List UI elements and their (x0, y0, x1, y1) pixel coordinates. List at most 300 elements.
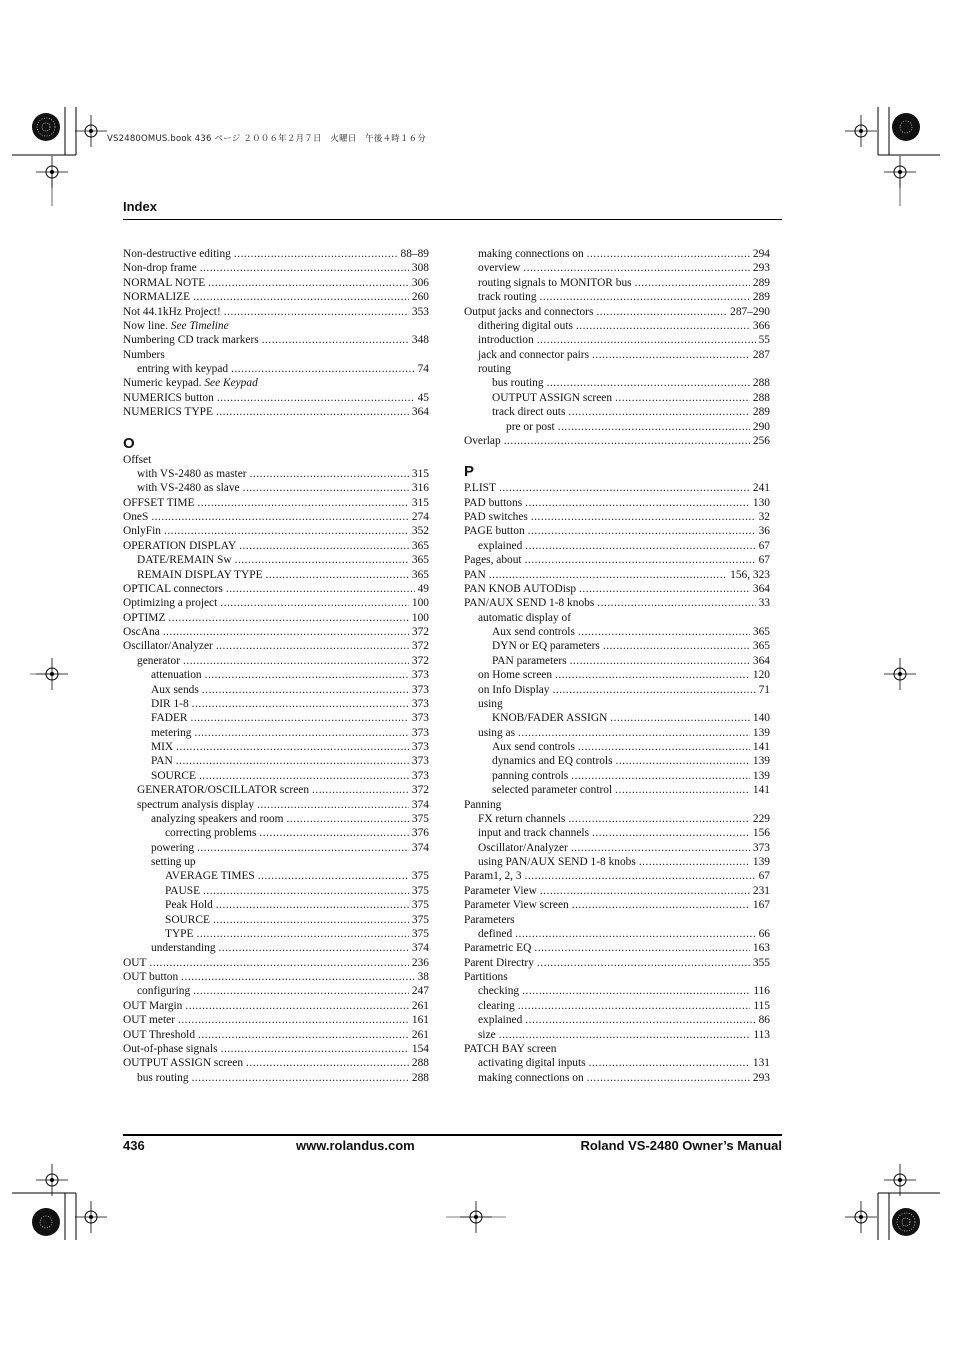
page-reference[interactable]: 261 (411, 1028, 429, 1041)
page-reference[interactable]: 113 (753, 1028, 770, 1041)
page-reference[interactable]: 163 (752, 942, 770, 955)
index-entry (464, 798, 770, 812)
dot-leader (504, 434, 750, 448)
index-term-text: Numbering CD track markers (123, 334, 259, 347)
dot-leader (547, 376, 750, 390)
index-entry (123, 726, 429, 740)
index-entry (464, 740, 770, 754)
index-term-text: on Info Display (478, 683, 550, 696)
page-reference[interactable]: 288 (752, 377, 770, 390)
index-entry (123, 467, 429, 481)
index-entry (123, 362, 429, 376)
cross-reference[interactable]: See Timeline (170, 319, 229, 332)
index-term-text: NORMALIZE (123, 291, 191, 304)
index-entry (123, 496, 429, 510)
dot-leader (259, 826, 408, 840)
dot-leader (168, 611, 409, 625)
page-reference[interactable]: 115 (753, 999, 770, 1012)
index-entry (123, 999, 429, 1013)
index-term (151, 683, 199, 697)
page-reference[interactable]: 260 (411, 291, 429, 304)
index-term (151, 726, 192, 740)
index-term (151, 812, 284, 826)
index-term-text: analyzing speakers and room (151, 812, 284, 825)
index-term (137, 553, 232, 567)
page-reference[interactable]: 161 (411, 1014, 429, 1027)
index-entry (464, 319, 770, 333)
page-reference[interactable]: 373 (411, 712, 429, 725)
page-reference[interactable]: 365 (411, 568, 429, 581)
index-term-text: MIX (151, 741, 174, 753)
page-reference[interactable]: 373 (752, 841, 770, 854)
registration-cross (75, 1201, 107, 1233)
page-reference[interactable]: 139 (752, 769, 770, 782)
index-term (478, 999, 515, 1013)
dot-leader (589, 1056, 750, 1070)
page-reference[interactable]: 139 (752, 856, 770, 868)
page-reference[interactable]: 45 (417, 391, 429, 404)
index-entry (123, 826, 429, 840)
page-reference[interactable]: 315 (411, 467, 429, 480)
index-term (123, 539, 236, 553)
page-reference[interactable]: 293 (752, 1071, 770, 1084)
index-term-text: activating digital inputs (478, 1057, 586, 1070)
page-reference[interactable]: 289 (752, 291, 770, 304)
index-term-text: PATCH BAY screen (464, 1042, 557, 1055)
index-entry (464, 510, 770, 524)
index-term (151, 754, 173, 768)
dot-leader (578, 625, 750, 639)
index-entry (464, 376, 770, 390)
page-reference[interactable]: 364 (752, 654, 770, 667)
page-reference[interactable]: 130 (752, 496, 770, 509)
index-term-text: Parameter View (464, 884, 537, 897)
index-term (151, 711, 188, 725)
dot-leader (193, 984, 409, 998)
page-reference[interactable]: 289 (752, 406, 770, 419)
index-term-text: pre or post (506, 420, 555, 433)
dot-leader (181, 970, 414, 984)
page-reference[interactable]: 66 (758, 927, 770, 940)
dot-leader (515, 927, 755, 941)
page-reference[interactable]: 256 (752, 434, 770, 447)
index-entry (123, 305, 429, 319)
dot-leader (191, 711, 409, 725)
page-reference[interactable]: 241 (752, 482, 770, 495)
index-term-text: PAD switches (464, 511, 528, 523)
index-term (151, 740, 173, 754)
index-term (123, 956, 146, 970)
page-reference[interactable]: 364 (752, 582, 770, 595)
index-term-text: using PAN/AUX SEND 1-8 knobs (478, 856, 636, 868)
dot-leader (312, 783, 409, 797)
page-reference[interactable]: 376 (411, 827, 429, 840)
index-term (478, 319, 573, 333)
page-reference[interactable]: 294 (752, 248, 770, 260)
index-term-text: size (478, 1028, 496, 1041)
index-term-text: OUT Margin (123, 999, 183, 1012)
page-reference[interactable]: 100 (411, 611, 429, 624)
page-reference[interactable]: 154 (411, 1042, 429, 1055)
index-entry (464, 726, 770, 740)
page-reference[interactable]: 236 (411, 956, 429, 969)
index-term-text: explained (478, 1014, 523, 1027)
page-reference[interactable]: 116 (753, 985, 770, 998)
index-entry (123, 611, 429, 625)
index-term-text: Partitions (464, 971, 508, 983)
dot-leader (534, 941, 750, 955)
dot-leader (578, 740, 750, 754)
page-reference[interactable]: 365 (411, 554, 429, 567)
page-reference[interactable]: 131 (752, 1057, 770, 1070)
index-term (123, 453, 151, 467)
index-term-text: Pages, about (464, 554, 522, 567)
page-reference[interactable]: 288 (752, 391, 770, 404)
index-term-text: FADER (151, 712, 188, 725)
dot-leader (597, 596, 755, 610)
page-reference[interactable]: 36 (758, 525, 770, 538)
index-entry (464, 261, 770, 275)
index-term-text: bus routing (492, 377, 544, 390)
page-reference[interactable]: 261 (411, 999, 429, 1012)
index-entry (464, 276, 770, 290)
index-term-text: OUTPUT ASSIGN screen (492, 391, 613, 404)
index-term (123, 247, 231, 261)
index-entry (123, 348, 429, 362)
index-entry (464, 553, 770, 567)
index-entry (123, 510, 429, 524)
index-term (123, 333, 259, 347)
index-term-text: Numeric keypad. (123, 377, 202, 390)
page-reference[interactable]: 373 (411, 669, 429, 682)
dot-leader (616, 754, 750, 768)
page-reference[interactable]: 374 (411, 798, 429, 811)
page-reference[interactable]: 375 (411, 812, 429, 825)
index-entry (464, 826, 770, 840)
page-reference[interactable]: 375 (411, 884, 429, 897)
page-reference[interactable]: 120 (752, 669, 770, 682)
dot-leader (176, 754, 409, 768)
index-term-text: OUT meter (123, 1014, 175, 1027)
page-reference[interactable]: 71 (758, 683, 770, 696)
dot-leader (540, 884, 750, 898)
index-term (123, 496, 194, 510)
index-entry (464, 654, 770, 668)
page-reference[interactable]: 373 (411, 683, 429, 696)
page-reference[interactable]: 32 (758, 511, 770, 523)
index-term (165, 927, 193, 941)
page-reference[interactable]: 167 (752, 899, 770, 912)
dot-leader (570, 654, 750, 668)
page-reference[interactable]: 372 (411, 626, 429, 638)
dot-leader (262, 333, 409, 347)
page-reference[interactable]: 290 (752, 420, 770, 433)
index-entry (464, 697, 770, 711)
index-term (478, 348, 589, 362)
index-term (464, 524, 525, 538)
page-reference[interactable]: 287 (752, 348, 770, 361)
index-term-text: using (478, 697, 503, 710)
index-entry (123, 481, 429, 495)
page-reference[interactable]: 274 (411, 511, 429, 523)
index-term (464, 941, 531, 955)
index-term (165, 826, 256, 840)
manual-title: Roland VS-2480 Owner’s Manual (580, 1138, 782, 1153)
dot-leader (151, 510, 409, 524)
index-entry (464, 481, 770, 495)
header-rule (123, 219, 782, 220)
page-reference[interactable]: 348 (411, 334, 429, 347)
dot-leader (221, 1042, 409, 1056)
index-entry (464, 999, 770, 1013)
index-term-text: Non-drop frame (123, 262, 197, 275)
dot-leader (202, 683, 409, 697)
website-link[interactable]: www.rolandus.com (296, 1138, 415, 1153)
page-reference[interactable]: 374 (411, 841, 429, 854)
page-reference[interactable]: 67 (758, 539, 770, 552)
page-reference[interactable]: 375 (411, 870, 429, 883)
index-term (165, 884, 200, 898)
index-term-text: routing signals to MONITOR bus (478, 276, 632, 289)
page-reference[interactable]: 375 (411, 927, 429, 940)
index-term-text: jack and connector pairs (478, 348, 590, 361)
page-reference[interactable]: 308 (411, 262, 429, 275)
index-entry (123, 956, 429, 970)
page-reference[interactable]: 100 (411, 597, 429, 610)
page-reference[interactable]: 288 (411, 1071, 429, 1084)
index-term (123, 510, 148, 524)
index-entry (123, 941, 429, 955)
page-reference[interactable]: 372 (411, 654, 429, 667)
index-term (123, 276, 205, 290)
index-term (151, 841, 194, 855)
index-entry (464, 247, 770, 261)
index-entry (123, 855, 429, 869)
index-term-text: DATE/REMAIN Sw (137, 554, 232, 567)
index-term-text: PAD buttons (464, 496, 523, 509)
page-reference[interactable]: 372 (411, 784, 429, 797)
dot-leader (266, 568, 409, 582)
index-entry (123, 754, 429, 768)
index-entry (123, 970, 429, 984)
page-reference[interactable]: 316 (411, 482, 429, 495)
dot-leader (571, 841, 750, 855)
page-reference[interactable]: 375 (411, 899, 429, 912)
index-entry (123, 711, 429, 725)
page-reference[interactable]: 372 (411, 640, 429, 653)
index-entry (123, 683, 429, 697)
page-reference[interactable]: 33 (758, 597, 770, 610)
page-reference[interactable]: 55 (758, 334, 770, 347)
dot-leader (555, 668, 750, 682)
page-reference[interactable]: 355 (752, 956, 770, 969)
index-entry (123, 625, 429, 639)
index-term-text: Oscillator/Analyzer (123, 640, 213, 653)
registration-cross (884, 1164, 916, 1196)
dot-leader (518, 999, 751, 1013)
dot-leader (522, 984, 750, 998)
index-entry (123, 247, 429, 261)
page-reference[interactable]: 86 (758, 1014, 770, 1027)
index-term-text: Numbers (123, 348, 165, 361)
index-entry (123, 639, 429, 653)
dot-leader (224, 305, 409, 319)
page-reference[interactable]: 141 (752, 741, 770, 753)
index-entry (123, 740, 429, 754)
index-term (123, 1013, 175, 1027)
index-term (464, 305, 593, 319)
dot-leader (639, 855, 750, 869)
index-term (492, 391, 612, 405)
index-term (464, 481, 496, 495)
page-reference[interactable]: 156, 323 (730, 568, 770, 581)
index-entry (464, 668, 770, 682)
index-term (137, 481, 240, 495)
page-reference[interactable]: 306 (411, 276, 429, 289)
page-reference[interactable]: 49 (417, 582, 429, 595)
index-term (123, 305, 221, 319)
index-entry (123, 261, 429, 275)
page-reference[interactable]: 373 (411, 755, 429, 768)
page-reference[interactable]: 352 (411, 525, 429, 538)
index-entry (464, 420, 770, 434)
page-reference[interactable]: 288 (411, 1057, 429, 1070)
index-term (478, 927, 512, 941)
index-entry (123, 596, 429, 610)
dot-leader (243, 481, 409, 495)
index-term (464, 913, 515, 927)
index-term (492, 639, 600, 653)
dot-leader (183, 654, 409, 668)
page-reference[interactable]: 293 (752, 262, 770, 275)
index-term-text: GENERATOR/OSCILLATOR screen (137, 784, 310, 797)
dot-leader (537, 956, 750, 970)
index-term-text: PAN (151, 755, 173, 768)
page-reference[interactable]: 88–89 (400, 248, 429, 260)
page-reference[interactable]: 365 (752, 626, 770, 638)
page-reference[interactable]: 67 (758, 870, 770, 883)
cross-reference[interactable]: See Keypad (204, 377, 258, 390)
index-term-text: using as (478, 726, 516, 739)
page-reference[interactable]: 287–290 (730, 305, 770, 318)
index-term-text: PAN (464, 568, 486, 581)
index-entry (464, 582, 770, 596)
dot-leader (192, 697, 409, 711)
dot-leader (216, 405, 409, 419)
index-entry (464, 783, 770, 797)
dot-leader (239, 539, 409, 553)
index-entry (464, 956, 770, 970)
index-term (492, 754, 613, 768)
dot-leader (149, 956, 408, 970)
page-reference[interactable]: 373 (411, 769, 429, 782)
page-reference[interactable]: 38 (417, 971, 429, 983)
page-reference[interactable]: 365 (411, 539, 429, 552)
page-reference[interactable]: 373 (411, 726, 429, 739)
page-reference[interactable]: 353 (411, 305, 429, 318)
index-term-text: SOURCE (151, 769, 196, 782)
dot-leader (525, 539, 755, 553)
page-reference[interactable]: 373 (411, 741, 429, 753)
index-term-text: powering (151, 841, 195, 854)
index-entry (123, 898, 429, 912)
index-entry (123, 391, 429, 405)
index-term (478, 1013, 522, 1027)
index-term-text: on Home screen (478, 669, 553, 682)
index-entry (464, 611, 770, 625)
index-entry (123, 769, 429, 783)
book-file-info: VS2480OMUS.book 436 ページ ２００６年２月７日 火曜日 午後４時１６分 (107, 134, 427, 144)
index-term (478, 855, 636, 869)
page-reference[interactable]: 247 (411, 985, 429, 998)
index-term-text: spectrum analysis display (137, 798, 255, 811)
index-entry (464, 869, 770, 883)
registration-cross (845, 115, 877, 147)
page-reference[interactable]: 141 (752, 784, 770, 797)
dot-leader (163, 625, 409, 639)
index-term-text: PAN parameters (492, 654, 567, 667)
index-entry (123, 1028, 429, 1042)
page-reference[interactable]: 373 (411, 697, 429, 710)
page-reference[interactable]: 74 (417, 363, 429, 375)
index-term-text: OFFSET TIME (123, 496, 195, 509)
dot-leader (200, 261, 409, 275)
page-reference[interactable]: 139 (752, 726, 770, 739)
page-reference[interactable]: 289 (752, 276, 770, 289)
page-reference[interactable]: 315 (411, 496, 429, 509)
index-term (478, 362, 511, 376)
page-reference[interactable]: 229 (752, 812, 770, 825)
page-reference[interactable]: 231 (752, 884, 770, 897)
index-term (123, 611, 165, 625)
page-reference[interactable]: 366 (752, 319, 770, 332)
index-entry (464, 639, 770, 653)
dot-leader (558, 420, 750, 434)
dot-leader (220, 596, 409, 610)
index-term-text: PAGE button (464, 525, 525, 538)
page-reference[interactable]: 139 (752, 755, 770, 768)
index-column-left (123, 247, 429, 1085)
index-term (464, 434, 501, 448)
index-term (137, 654, 180, 668)
index-term-text: Aux sends (151, 683, 199, 696)
index-entry (464, 625, 770, 639)
dot-leader (205, 668, 409, 682)
page-reference[interactable]: 156 (752, 827, 770, 840)
index-term-text: NUMERICS TYPE (123, 406, 213, 419)
dot-leader (258, 869, 409, 883)
page-reference[interactable]: 67 (758, 554, 770, 567)
index-term-text: Parametric EQ (464, 942, 532, 955)
index-term (123, 625, 160, 639)
registration-star-bottom-left (32, 1208, 60, 1236)
dot-leader (553, 683, 756, 697)
index-term-text: Peak Hold (165, 899, 213, 912)
index-term (151, 697, 189, 711)
registration-star-bottom-right (892, 1208, 920, 1236)
page-reference[interactable]: 375 (411, 913, 429, 926)
index-entry (464, 348, 770, 362)
page-reference[interactable]: 374 (411, 942, 429, 955)
page-reference[interactable]: 365 (752, 640, 770, 653)
index-entry (123, 553, 429, 567)
index-term (123, 290, 190, 304)
page-reference[interactable]: 140 (752, 712, 770, 725)
page-reference[interactable]: 364 (411, 406, 429, 419)
index-term-text: correcting problems (165, 827, 257, 840)
index-entry (464, 970, 770, 984)
index-term (478, 683, 550, 697)
